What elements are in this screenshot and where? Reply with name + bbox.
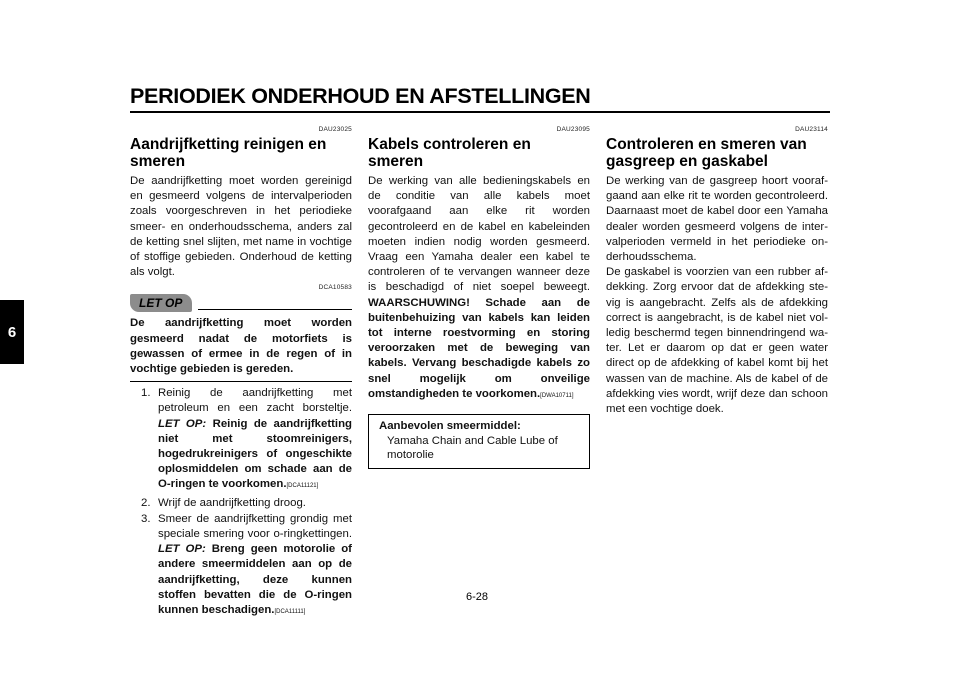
step-text: Smeer de aandrijfketting grondig met speciale smering voor o-ringkettingen. (158, 512, 352, 541)
step-caution-text: Breng geen motorolie of andere smeermiddelen aan op de aandrijfketting, deze kunnen stoffen bevatten die de O-ringen kunnen beschadigen. (158, 543, 352, 617)
section-code: DAU23025 (318, 126, 352, 133)
step-ref: [DCA11121] (286, 483, 319, 490)
caution-text: De aandrijfketting moet worden gesmeerd nadat de motorfiets is gewassen of ermee in de regen of in vochtige gebieden is gereden. (130, 317, 352, 376)
section-intro: De aandrijfketting moet worden gereinigd en gesmeerd volgens de intervalperioden zoals voorgeschreven in het periodieke smeer- en onderhoudsschema, anders zal de ketting snel slijten, met name in vochtige of stoffige gebieden. Onderhoud de ketting als volgt. (130, 175, 352, 279)
section-intro: De werking van alle bedieningskabels en de conditie van alle kabels moet voorafgaand aan elke rit worden gecontroleerd en de kabel en kabeleinden moeten indien nodig worden gesmeerd. Vraag een Yamaha dealer een kabel te controleren of te vervangen wanneer deze is beschadigd of niet soepel beweegt. (368, 175, 590, 294)
lubricant-title: Aanbevolen smeermiddel: (379, 420, 521, 433)
section-body (368, 174, 590, 404)
step-caution-label: LET OP: (158, 543, 206, 556)
step-number: 3. (141, 512, 151, 525)
step-number: 1. (141, 387, 151, 400)
title-rule (130, 111, 830, 113)
step-caution-label: LET OP: (158, 417, 207, 430)
section-paragraph-1: De werking van de gasgreep hoort vooraf-gaand aan elke rit te worden gecontroleerd. Daarnaast moet de kabel door een Yamaha dealer worden gesmeerd volgens de inter-valperioden vermeld in het periodieke on-derhoudsschema. (606, 175, 828, 264)
list-item (130, 512, 352, 620)
step-ref: [DCA11111] (274, 609, 306, 616)
column-cables (368, 126, 590, 469)
caution-code: DCA10583 (318, 284, 352, 292)
section-heading: Controleren en smeren van gasgreep en gaskabel (606, 136, 807, 170)
warning-ref: [DWA10711] (540, 392, 574, 399)
column-drive-chain (130, 126, 352, 621)
section-code: DAU23095 (556, 126, 590, 133)
section-paragraph-2: De gaskabel is voorzien van een rubber af-dekking. Zorg ervoor dat de afdekking ste-vig is aangebracht. Zelfs als de afdekking correct is aangebracht, is de kabel niet vol-ledig beschermd tegen binnendringend wa-ter. Let er daarom op dat er geen water direct op de afdekking of kabel komt bij het wassen van de machine. Als de kabel of de afdekking vies wordt, wrijf deze dan schoon met een vochtige doek. (606, 266, 828, 416)
steps-list (130, 386, 352, 620)
page-title: PERIODIEK ONDERHOUD EN AFSTELLINGEN (130, 84, 591, 108)
caution-bottom-rule (130, 381, 352, 382)
step-text: Wrijf de aandrijfketting droog. (158, 496, 306, 509)
lubricant-value: Yamaha Chain and Cable Lube of motorolie (387, 434, 558, 462)
chapter-tab: 6 (0, 300, 24, 364)
list-item (130, 496, 352, 511)
section-heading: Aandrijfketting reinigen en smeren (130, 136, 327, 170)
warning-text: WAARSCHUWING! Schade aan de buitenbehuizing van kabels kan leiden tot interne roestvorming en storing veroorzaken met de beweging van kabels. Vervang beschadigde kabels zo snel mogelijk om onveilige omstandigheden te voorkomen. (368, 296, 590, 400)
caution-divider (198, 309, 352, 310)
page-number: 6-28 (466, 591, 489, 603)
caution-header (130, 294, 352, 312)
step-caution-text: Reinig de aandrijfketting niet met stoomreinigers, hogedrukreinigers of ongeschikte oplosmiddelen om schade aan de O-ringen te voorkomen. (158, 417, 353, 491)
lubricant-box (368, 414, 590, 469)
list-item (130, 386, 352, 494)
column-throttle (606, 126, 828, 417)
caution-badge: LET OP (130, 294, 192, 312)
step-number: 2. (141, 496, 151, 509)
section-code: DAU23114 (795, 126, 828, 133)
step-text: Reinig de aandrijfketting met petroleum en een zacht borsteltje. (158, 387, 352, 415)
section-heading: Kabels controleren en smeren (368, 136, 531, 170)
